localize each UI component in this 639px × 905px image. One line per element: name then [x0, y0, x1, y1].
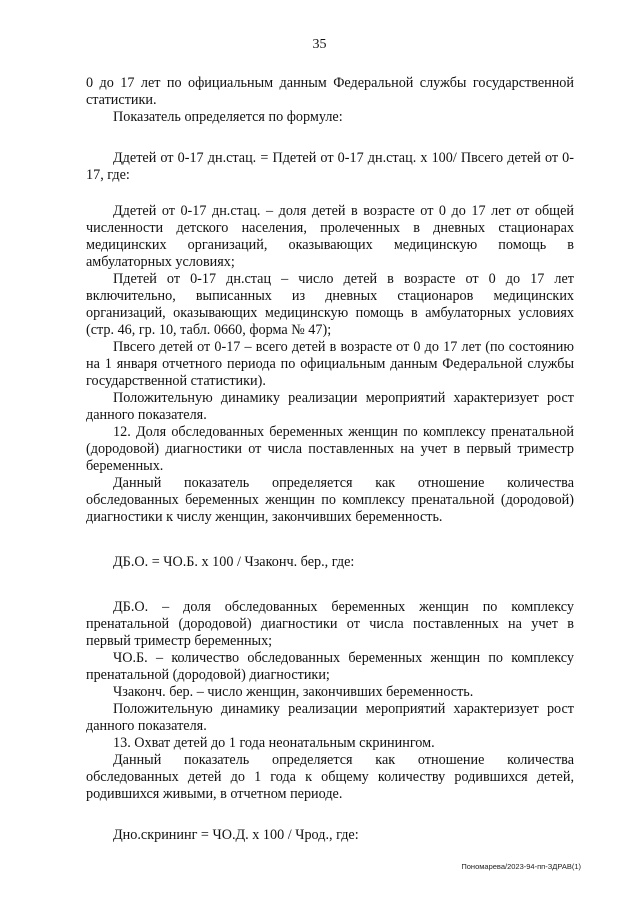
- paragraph-positive-dynamics-1: Положительную динамику реализации мероприятий характеризует рост данного показателя.: [86, 390, 574, 423]
- paragraph-indicator-13-definition: Данный показатель определяется как отношение количества обследованных детей до 1 года к общему количеству родившихся детей, родившихся живыми, в отчетном периоде.: [86, 752, 574, 802]
- heading-indicator-12: 12. Доля обследованных беременных женщин по комплексу пренатальной (дородовой) диагностики от числа поставленных на учет в первый триместр беременных.: [86, 424, 574, 474]
- paragraph-formula-intro: Показатель определяется по формуле:: [113, 109, 343, 125]
- paragraph-statistics-end: 0 до 17 лет по официальным данным Федеральной службы государственной статистики.: [86, 75, 574, 108]
- formula-neonatal-screening: Дно.скрининг = ЧО.Д. х 100 / Чрод., где:: [113, 827, 359, 843]
- definition-examined-count: ЧО.Б. – количество обследованных беременных женщин по комплексу пренатальной (дородовой) диагностики;: [86, 650, 574, 683]
- heading-indicator-13: 13. Охват детей до 1 года неонатальным скринингом.: [113, 735, 435, 751]
- paragraph-positive-dynamics-2: Положительную динамику реализации мероприятий характеризует рост данного показателя.: [86, 701, 574, 734]
- definition-share-children: Ддетей от 0-17 дн.стац. – доля детей в возрасте от 0 до 17 лет от общей численности детского населения, пролеченных в дневных стационарах медицинских организаций, оказывающих медицинскую помощь в амбулаторных условиях;: [86, 203, 574, 270]
- definition-completed-pregnancies: Чзаконч. бер. – число женщин, закончивших беременность.: [113, 684, 474, 700]
- definition-discharged-children: Пдетей от 0-17 дн.стац – число детей в возрасте от 0 до 17 лет включительно, выписанных из дневных стационаров медицинских организаций, оказывающих медицинскую помощь в амбулаторных условиях (стр. 46, гр. 10, табл. 0660, форма № 47);: [86, 271, 574, 338]
- footer-document-code: Пономарева/2023-94-пп-ЗДРАВ(1): [461, 862, 581, 871]
- formula-day-hospital: Ддетей от 0-17 дн.стац. = Пдетей от 0-17 дн.стац. х 100/ Пвсего детей от 0-17, где:: [86, 150, 574, 183]
- paragraph-indicator-12-definition: Данный показатель определяется как отношение количества обследованных беременных женщин по комплексу пренатальной (дородовой) диагностики к числу женщин, закончивших беременность.: [86, 475, 574, 525]
- formula-prenatal: ДБ.О. = ЧО.Б. х 100 / Чзаконч. бер., где:: [113, 554, 355, 570]
- definition-share-examined: ДБ.О. – доля обследованных беременных женщин по комплексу пренатальной (дородовой) диагностики от числа поставленных на учет в первый триместр беременных;: [86, 599, 574, 649]
- page-number: 35: [312, 37, 327, 52]
- document-body: [86, 75, 574, 844]
- definition-total-children: Пвсего детей от 0-17 – всего детей в возрасте от 0 до 17 лет (по состоянию на 1 января отчетного периода по официальным данным Федеральной службы государственной статистики).: [86, 339, 574, 389]
